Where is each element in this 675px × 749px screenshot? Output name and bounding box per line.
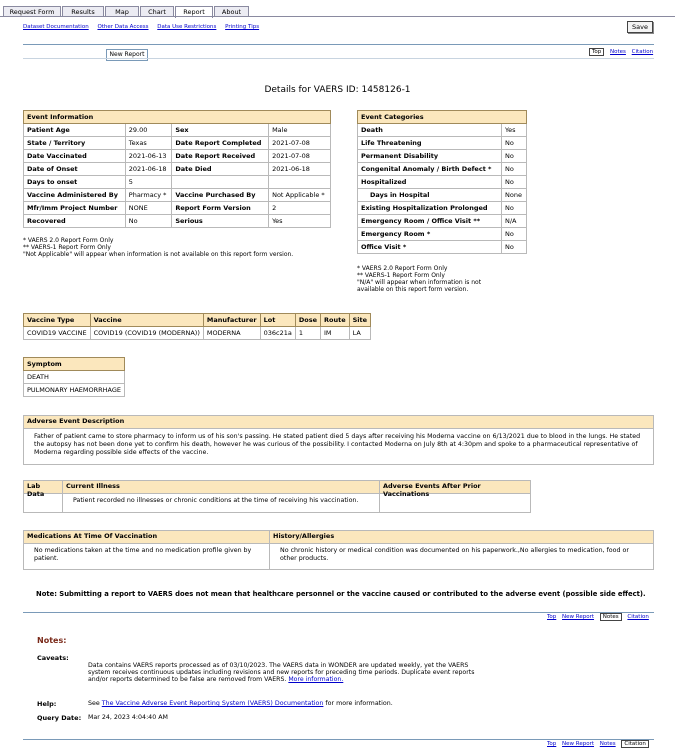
event-info-row [24, 189, 331, 202]
mid-divider [23, 612, 654, 613]
field-value: 2021-07-08 [269, 150, 331, 163]
top-link[interactable]: Top [547, 614, 557, 620]
note-line: * VAERS 2.0 Report Form Only [357, 265, 448, 272]
tab-results[interactable]: Results [62, 6, 104, 17]
category-value: No [502, 176, 527, 189]
bottom-nav-links [543, 614, 649, 620]
vaccine-cell: COVID19 VACCINE [24, 327, 91, 340]
lab-illness-box [23, 480, 531, 513]
help-label: Help: [37, 700, 57, 708]
table-row [24, 384, 125, 397]
adverse-event-text: Father of patient came to store pharmacy to inform us of his son's passing. He stated patient died 5 days after receiving his Moderna vaccine on 6/13/2021 due to blood in the lungs. He stated the autopsy has not been done yet to confirm his death, however he was curious of the possibility. I contacted Moderna on July 8th at 4:30pm and spoke to a pharmaceutical representative of Moderna regarding possible side effects of the vaccine. [34, 433, 641, 456]
field-value: 5 [125, 176, 172, 189]
field-label: Sex [172, 124, 269, 137]
field-label: Vaccine Administered By [24, 189, 126, 202]
adverse-event-header: Adverse Event Description [24, 416, 653, 429]
help-text [88, 700, 393, 707]
field-label: Recovered [24, 215, 126, 228]
vaers-documentation-link[interactable]: The Vaccine Adverse Event Reporting System (VAERS) Documentation [101, 700, 324, 707]
page-title: Details for VAERS ID: 1458126-1 [264, 85, 411, 95]
event-category-row [358, 215, 527, 228]
history-text: No chronic history or medical condition was documented on his paperwork.,No allergies to medication, food or other products. [280, 547, 629, 562]
event-category-row [358, 228, 527, 241]
field-label: Report Form Version [172, 202, 269, 215]
category-label: Death [358, 124, 502, 137]
top-nav-links [585, 49, 653, 55]
vaccine-column-header: Route [321, 314, 350, 327]
tab-chart[interactable]: Chart [140, 6, 174, 17]
symptom-table [23, 357, 125, 397]
field-label: State / Territory [24, 137, 126, 150]
caveats-text [88, 662, 480, 683]
citation-link[interactable]: Citation [621, 740, 648, 748]
field-label: Days to onset [24, 176, 126, 189]
field-label: Date Report Received [172, 150, 269, 163]
event-category-row [358, 163, 527, 176]
medications-header: Medications At Time Of Vaccination [24, 531, 269, 544]
table-row [24, 371, 125, 384]
query-date-label: Query Date: [37, 714, 82, 722]
history-header: History/Allergies [270, 531, 653, 544]
field-value: NONE [125, 202, 172, 215]
vaccine-column-header: Lot [260, 314, 295, 327]
field-value: 29.00 [125, 124, 172, 137]
vaccine-cell: IM [321, 327, 350, 340]
event-category-row [358, 202, 527, 215]
dataset-links [23, 24, 266, 30]
help-see: See [88, 700, 100, 707]
note-line: * VAERS 2.0 Report Form Only [23, 237, 114, 244]
event-information-header: Event Information [24, 111, 331, 124]
category-value: No [502, 228, 527, 241]
category-value: No [502, 163, 527, 176]
field-value: 2021-06-18 [269, 163, 331, 176]
vaccine-cell: MODERNA [203, 327, 260, 340]
vaccine-cell: 036c21a [260, 327, 295, 340]
data-use-restrictions-link[interactable]: Data Use Restrictions [157, 24, 217, 30]
category-value: Yes [502, 124, 527, 137]
notes-heading: Notes: [37, 636, 67, 645]
vaccine-cell: LA [349, 327, 370, 340]
more-information-link[interactable]: More information. [288, 676, 344, 683]
tab-divider [0, 16, 675, 17]
query-date-value: Mar 24, 2023 4:04:40 AM [88, 714, 168, 721]
event-info-row [24, 124, 331, 137]
field-value: Pharmacy * [125, 189, 172, 202]
category-label: Existing Hospitalization Prolonged [358, 202, 502, 215]
event-info-row [24, 150, 331, 163]
tab-map[interactable]: Map [105, 6, 139, 17]
category-label: Days in Hospital [358, 189, 502, 202]
nav-divider [23, 58, 654, 59]
event-information-notes [23, 237, 293, 258]
caveats-body: Data contains VAERS reports processed as of 03/10/2023. The VAERS data in WONDER are updated weekly, yet the VAERS system receives continuous updates including revisions and new reports for preceding time periods. Duplicate event reports and/or reports determined to be false are removed from VAERS. [88, 662, 475, 683]
event-categories-notes [357, 265, 481, 293]
field-label: Serious [172, 215, 269, 228]
category-label: Permanent Disability [358, 150, 502, 163]
notes-link[interactable]: Notes [610, 49, 626, 55]
prior-vaccinations-header: Adverse Events After Prior Vaccinations [380, 481, 530, 494]
medications-text: No medications taken at the time and no medication profile given by patient. [34, 547, 252, 562]
note-line: available on this report form version. [357, 286, 469, 293]
event-category-row [358, 150, 527, 163]
category-label: Office Visit * [358, 241, 502, 254]
category-value: No [502, 202, 527, 215]
event-categories-header: Event Categories [358, 111, 527, 124]
tab-request-form[interactable]: Request Form [3, 6, 61, 17]
category-value: No [502, 241, 527, 254]
medications-history-box [23, 530, 654, 570]
note-line: "N/A" will appear when information is not [357, 279, 482, 286]
event-info-row [24, 176, 331, 189]
dataset-documentation-link[interactable]: Dataset Documentation [23, 24, 89, 30]
category-value: No [502, 150, 527, 163]
field-value: Not Applicable * [269, 189, 331, 202]
event-categories-table [357, 110, 527, 254]
vaccine-table [23, 313, 371, 340]
note-line: ** VAERS-1 Report Form Only [357, 272, 445, 279]
field-value: Male [269, 124, 331, 137]
new-report-link[interactable]: New Report [562, 614, 595, 620]
field-label [172, 176, 269, 189]
category-value: N/A [502, 215, 527, 228]
field-label: Date of Onset [24, 163, 126, 176]
caveats-label: Caveats: [37, 654, 69, 662]
field-value: No [125, 215, 172, 228]
vaccine-cell: 1 [295, 327, 320, 340]
new-report-button[interactable]: New Report [106, 49, 148, 61]
field-value: Texas [125, 137, 172, 150]
event-info-row [24, 202, 331, 215]
medications-column [24, 531, 270, 569]
current-illness-text: Patient recorded no illnesses or chronic conditions at the time of receiving his vaccination. [73, 497, 359, 504]
category-label: Life Threatening [358, 137, 502, 150]
note-line: "Not Applicable" will appear when information is not available on this report form version. [23, 251, 294, 258]
vaccine-column-header: Site [349, 314, 370, 327]
save-button[interactable]: Save [627, 21, 653, 33]
field-label: Patient Age [24, 124, 126, 137]
event-information-table [23, 110, 331, 228]
field-label: Date Report Completed [172, 137, 269, 150]
category-label: Emergency Room / Office Visit ** [358, 215, 502, 228]
lab-data-header: Lab Data [24, 481, 62, 494]
field-label: Date Vaccinated [24, 150, 126, 163]
event-info-row [24, 163, 331, 176]
prior-vaccinations-column [380, 481, 530, 512]
field-value: 2 [269, 202, 331, 215]
citation-link[interactable]: Citation [627, 614, 649, 620]
top-link[interactable]: Top [547, 741, 557, 747]
field-label: Mfr/Imm Project Number [24, 202, 126, 215]
field-value: Yes [269, 215, 331, 228]
symptom-cell: DEATH [24, 371, 125, 384]
event-category-row [358, 176, 527, 189]
event-category-row [358, 137, 527, 150]
vaccine-column-header: Dose [295, 314, 320, 327]
new-report-link[interactable]: New Report [562, 741, 595, 747]
top-link[interactable]: Top [589, 48, 604, 56]
note-line: ** VAERS-1 Report Form Only [23, 244, 111, 251]
event-info-row [24, 215, 331, 228]
tab-report[interactable]: Report [175, 6, 213, 18]
help-tail: for more information. [325, 700, 393, 707]
disclaimer: Note: Submitting a report to VAERS does not mean that healthcare personnel or the vaccine caused or contributed to the adverse event (possible side effect). [36, 590, 646, 598]
printing-tips-link[interactable]: Printing Tips [225, 24, 260, 30]
category-value: No [502, 137, 527, 150]
history-column [270, 531, 653, 569]
bottom-divider [23, 739, 654, 740]
vaccine-cell: COVID19 (COVID19 (MODERNA)) [90, 327, 203, 340]
field-value: 2021-06-18 [125, 163, 172, 176]
category-label: Hospitalized [358, 176, 502, 189]
vaccine-column-header: Manufacturer [203, 314, 260, 327]
citation-link[interactable]: Citation [631, 49, 654, 55]
event-category-row [358, 189, 527, 202]
vaccine-column-header: Vaccine [90, 314, 203, 327]
current-illness-column [63, 481, 380, 512]
event-category-row [358, 124, 527, 137]
adverse-event-box [23, 415, 654, 465]
category-label: Congenital Anomaly / Birth Defect * [358, 163, 502, 176]
symptom-header: Symptom [24, 358, 125, 371]
notes-link[interactable]: Notes [599, 741, 616, 747]
notes-link[interactable]: Notes [600, 613, 622, 621]
other-data-access-link[interactable]: Other Data Access [97, 24, 149, 30]
category-value: None [502, 189, 527, 202]
category-label: Emergency Room * [358, 228, 502, 241]
event-category-row [358, 241, 527, 254]
field-label: Vaccine Purchased By [172, 189, 269, 202]
current-illness-header: Current Illness [63, 481, 379, 494]
top-divider [23, 44, 654, 45]
field-value [269, 176, 331, 189]
table-row [24, 327, 371, 340]
tab-about[interactable]: About [214, 6, 249, 17]
field-label: Date Died [172, 163, 269, 176]
field-value: 2021-07-08 [269, 137, 331, 150]
lab-data-column [24, 481, 63, 512]
symptom-cell: PULMONARY HAEMORRHAGE [24, 384, 125, 397]
field-value: 2021-06-13 [125, 150, 172, 163]
vaccine-column-header: Vaccine Type [24, 314, 91, 327]
footer-nav-links [543, 741, 649, 747]
event-info-row [24, 137, 331, 150]
